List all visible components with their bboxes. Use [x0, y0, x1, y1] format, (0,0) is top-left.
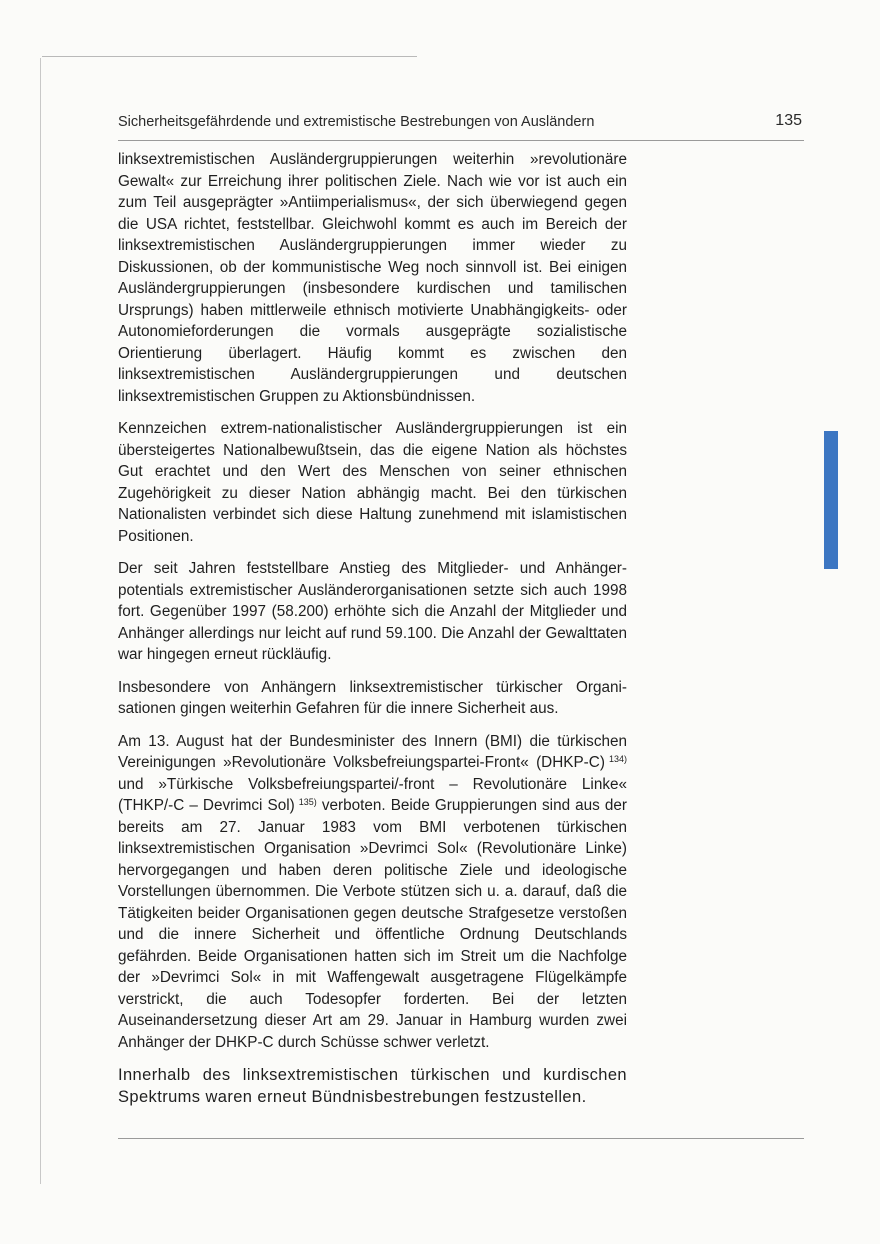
section-color-tab	[824, 431, 838, 569]
paragraph-3: Der seit Jahren feststellbare Anstieg des Mitglieder- und Anhängerpotentials extremistischer Ausländerorganisationen setzte sich auch 1998 fort. Gegenüber 1997 (58.200) erhöhte sich die Anzahl der Mitglieder und Anhänger allerdings nur leicht auf rund 59.100. Die Anzahl der Gewalttaten war hingegen erneut rückläufig.	[118, 560, 627, 663]
left-page-edge	[40, 58, 41, 1184]
header-title: Sicherheitsgefährdende und extremistische Bestrebungen von Ausländern	[118, 114, 595, 130]
page-number: 135	[775, 112, 802, 129]
paragraph-5-part-a: Am 13. August hat der Bundesminister des Innern (BMI) die türkischen Vereinigungen »Revolutionäre Volksbefreiungspartei-Front« (DHKP-C)	[118, 732, 627, 771]
footnote-ref-135: 135)	[298, 797, 317, 807]
body-text	[118, 149, 627, 1119]
paragraph-6: Innerhalb des linksextremistischen türkischen und kurdischen Spektrums waren erneut Bündnisbestrebungen festzustellen.	[118, 1066, 627, 1106]
paragraph-4: Insbesondere von Anhängern linksextremistischer türkischer Organisationen gingen weiterhin Gefahren für die innere Sicherheit aus.	[118, 678, 627, 717]
footnote-ref-134: 134)	[608, 754, 627, 764]
paragraph-5-part-b: und »Türkische Volksbefreiungspartei/-front – Revolutionäre Linke« (THKP/-C – Devrimci Sol)	[118, 775, 627, 814]
running-header	[118, 114, 804, 141]
paragraph-1: linksextremistischen Ausländergruppierungen weiterhin »revolutionäre Gewalt« zur Erreichung ihrer politischen Ziele. Nach wie vor ist auch ein zum Teil ausgeprägter »Antiimperialismus«, der sich überwiegend gegen die USA richtet, feststellbar. Gleichwohl kommt es auch im Bereich der linksextremistischen Ausländergruppierungen immer wieder zu Diskussionen, ob der kommunistische Weg noch sinnvoll ist. Bei einigen Ausländergruppierungen (insbesondere kurdischen und tamilischen Ursprungs) haben mittlerweile ethnisch motivierte Unabhängigkeits- oder Autonomieforderungen die vormals ausgeprägte sozialistische Orientierung überlagert. Häufig kommt es zwischen den linksextremistischen Ausländergruppierungen und deutschen linksextremistischen Gruppen zu Aktionsbündnissen.	[118, 151, 627, 405]
paragraph-5-part-c: verboten. Beide Gruppierungen sind aus der bereits am 27. Januar 1983 vom BMI verbotenen türkischen linksextremistischen Organisation »Devrimci Sol« (Revolutionäre Linke) hervorgegangen und haben deren politische Ziele und ideologische Vorstellungen übernommen. Die Verbote stützen sich u. a. darauf, daß die Tätigkeiten beider Organisationen gegen deutsche Strafgesetze verstoßen und die innere Sicherheit und öffentliche Ordnung Deutschlands gefährden. Beide Organisationen hatten sich im Streit um die Nachfolge der »Devrimci Sol« in mit Waffengewalt ausgetragene Flügelkämpfe verstrickt, die auch Todesopfer forderten. Bei der letzten Auseinandersetzung dieser Art am 29. Januar in Hamburg wurden zwei Anhänger der DHKP-C durch Schüsse schwer verletzt.	[118, 797, 627, 1051]
paragraph-5	[118, 731, 627, 1054]
bottom-rule	[118, 1138, 804, 1139]
top-page-rule	[42, 56, 417, 57]
paragraph-2: Kennzeichen extrem-nationalistischer Ausländergruppierungen ist ein übersteigertes Nationalbewußtsein, das die eigene Nation als höchstes Gut erachtet und den Wert des Menschen von seiner ethnischen Zugehörigkeit zu dieser Nation abhängig macht. Bei den türkischen Nationalisten verbindet sich diese Haltung zunehmend mit islamistischen Positionen.	[118, 420, 627, 545]
